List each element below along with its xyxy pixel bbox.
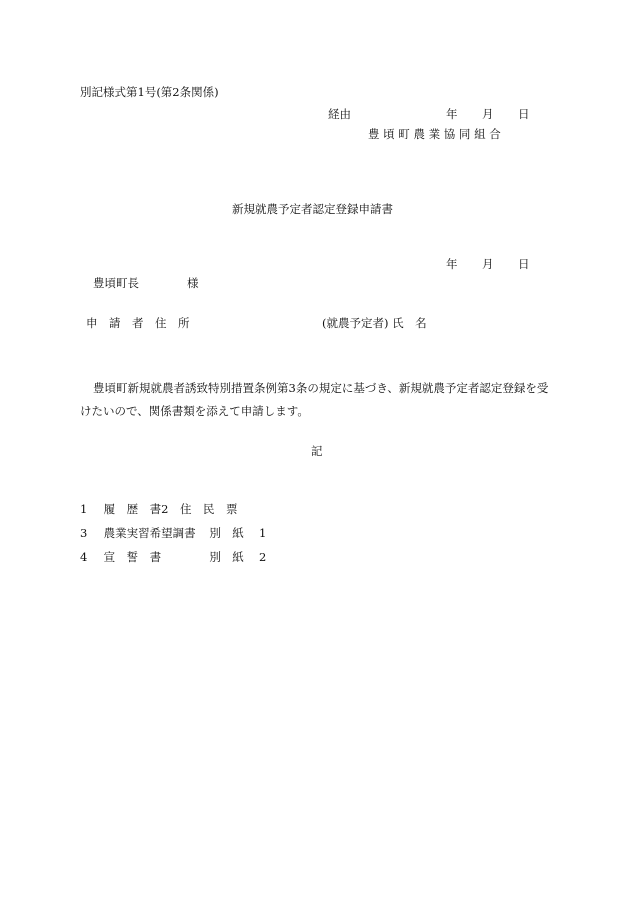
attachment-number: 4 — [80, 550, 88, 564]
addressee-name: 豊頃町長 — [93, 276, 139, 290]
applicant-name-label: (就農予定者) 氏 名 — [322, 316, 427, 330]
attachment-extra-label: 別 紙 — [209, 526, 244, 540]
via-label: 経由 — [328, 107, 351, 121]
form-number: 別記様式第1号(第2条関係) — [80, 85, 219, 99]
coop-name: 豊 頃 町 農 業 協 同 組 合 — [368, 127, 501, 141]
attachment-text: 宣 誓 書 — [103, 550, 162, 564]
attachment-extra-number: 1 — [258, 526, 267, 540]
attachment-extra-number: 2 — [258, 550, 267, 564]
date2-day-label: 日 — [518, 257, 530, 271]
date2-month-label: 月 — [482, 257, 494, 271]
attachment-item — [80, 550, 266, 564]
body-line-2: けたいので、関係書類を添えて申請します。 — [80, 404, 309, 418]
body-line-1: 豊頃町新規就農者誘致特別措置条例第3条の規定に基づき、新規就農予定者認定登録を受 — [93, 381, 549, 395]
attachment-number: 3 — [80, 526, 88, 540]
document-title: 新規就農予定者認定登録申請書 — [232, 202, 393, 216]
attachment-text: 履 歴 書2 住 民 票 — [103, 502, 238, 516]
addressee-honorific: 様 — [187, 276, 199, 290]
attachment-extra-label: 別 紙 — [209, 550, 244, 564]
date-day-label: 日 — [518, 107, 530, 121]
attachment-item — [80, 526, 266, 540]
date2-year-label: 年 — [446, 257, 458, 271]
attachment-text: 農業実習希望調書 — [103, 526, 196, 540]
attachment-number: 1 — [80, 502, 88, 516]
applicant-address-label: 申 請 者 住 所 — [86, 316, 190, 330]
attachment-item — [80, 502, 237, 516]
date-month-label: 月 — [482, 107, 494, 121]
ki-heading: 記 — [311, 444, 323, 458]
date-year-label: 年 — [446, 107, 458, 121]
